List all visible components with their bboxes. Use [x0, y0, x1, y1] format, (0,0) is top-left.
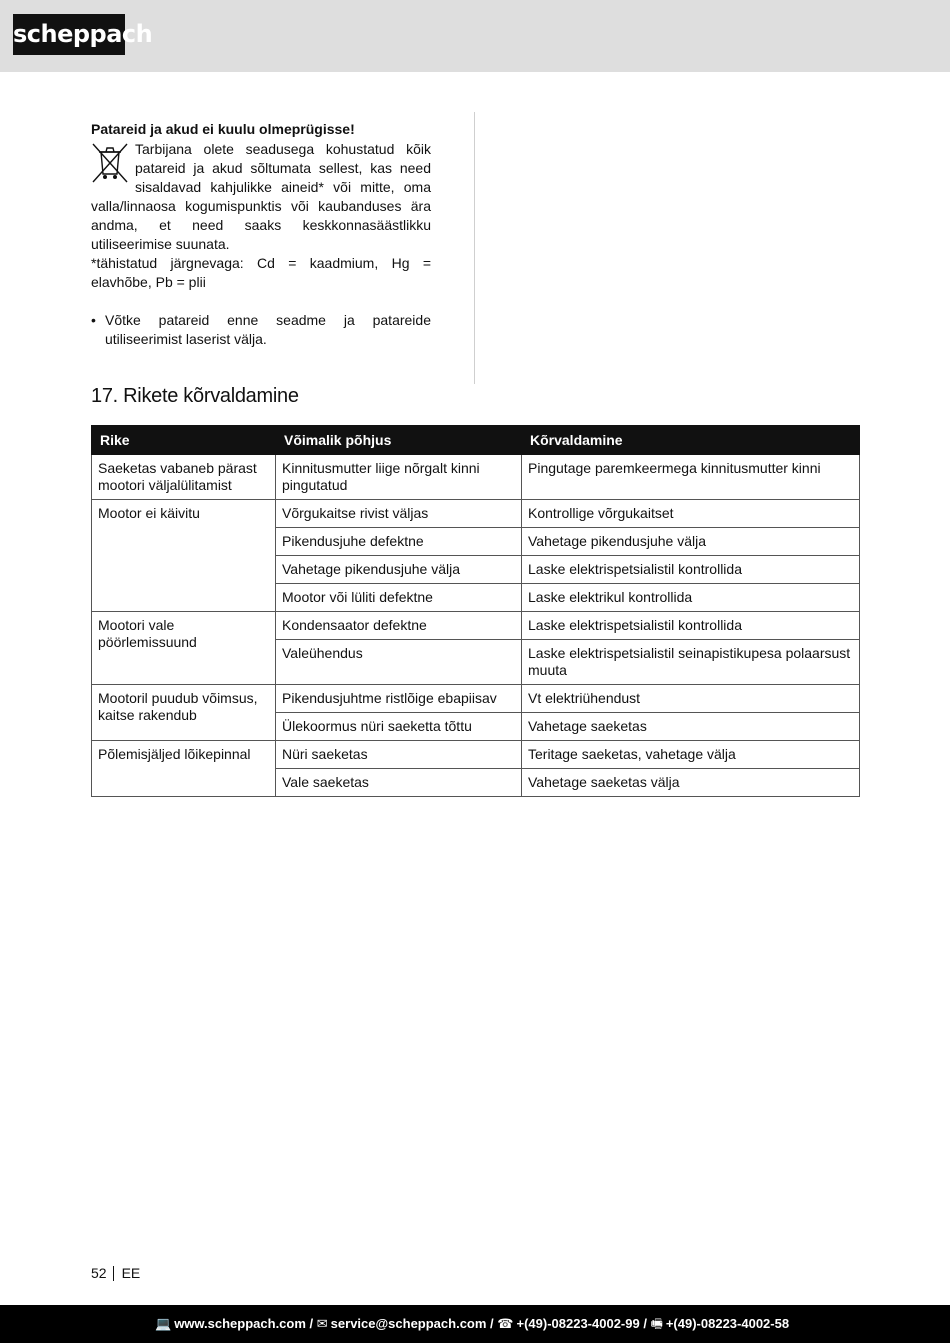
phone-icon: ☎ [497, 1316, 514, 1331]
table-row [92, 612, 860, 640]
cause-cell: Vale saeketas [276, 769, 522, 797]
table-row [92, 685, 860, 713]
cause-cell: Valeühendus [276, 640, 522, 685]
page-number-separator [113, 1266, 114, 1281]
remedy-cell: Laske elektrispetsialistil seinapistikupesa polaarsust muuta [522, 640, 860, 685]
battery-section-title: Patareid ja akud ei kuulu olmeprügisse! [91, 121, 355, 137]
remedy-cell: Laske elektrispetsialistil kontrollida [522, 556, 860, 584]
remedy-cell: Kontrollige võrgukaitset [522, 500, 860, 528]
footer-email[interactable]: service@scheppach.com [330, 1316, 487, 1331]
footer-phone: +(49)-08223-4002-99 [516, 1316, 640, 1331]
cause-cell: Kondensaator defektne [276, 612, 522, 640]
footer-fax: +(49)-08223-4002-58 [665, 1316, 790, 1331]
remedy-cell: Vahetage pikendusjuhe välja [522, 528, 860, 556]
remedy-cell: Vahetage saeketas välja [522, 769, 860, 797]
table-row [92, 741, 860, 769]
footer-contacts [155, 1305, 789, 1343]
cause-cell: Ülekoormus nüri saeketta tõttu [276, 713, 522, 741]
cause-cell: Kinnitusmutter liige nõrgalt kinni pingutatud [276, 455, 522, 500]
remedy-cell: Laske elektrispetsialistil kontrollida [522, 612, 860, 640]
footer-bar [0, 1305, 950, 1343]
troubleshooting-table [91, 425, 860, 797]
fault-cell: Mootor ei käivitu [92, 500, 276, 612]
table-row [92, 455, 860, 500]
footer-separator: / [486, 1316, 498, 1331]
page-language: EE [121, 1265, 141, 1281]
header-cause: Võimalik põhjus [276, 426, 522, 455]
footer-separator: / [305, 1316, 317, 1331]
email-icon: ✉ [316, 1316, 328, 1331]
bullet-dot: • [91, 312, 96, 328]
table-header-row [92, 426, 860, 455]
cause-cell: Mootor või lüliti defektne [276, 584, 522, 612]
fault-cell: Mootori vale pöörlemissuund [92, 612, 276, 685]
remedy-cell: Pingutage paremkeermega kinnitusmutter kinni [522, 455, 860, 500]
cause-cell: Võrgukaitse rivist väljas [276, 500, 522, 528]
cause-cell: Pikendusjuhtme ristlõige ebapiisav [276, 685, 522, 713]
computer-icon: 💻 [155, 1316, 172, 1331]
battery-paragraph: Tarbijana olete seadusega kohustatud kõik patareid ja akud sõltumata sellest, kas need sisaldavad kahjulikke aineid* või mitte, oma valla/linnaosa kogumispunktis või kaubanduses ära andma, et need saaks keskkonnasäästlikku utiliseerimise suunata. [91, 141, 431, 252]
fax-icon: 🖷 [650, 1316, 663, 1331]
battery-bullet [91, 311, 431, 349]
footer-website[interactable]: www.scheppach.com [174, 1316, 306, 1331]
battery-disposal-section [91, 120, 431, 349]
remedy-cell: Teritage saeketas, vahetage välja [522, 741, 860, 769]
table-row [92, 500, 860, 528]
header-remedy: Kõrvaldamine [522, 426, 860, 455]
fault-cell: Põlemisjäljed lõikepinnal [92, 741, 276, 797]
cause-cell: Nüri saeketas [276, 741, 522, 769]
page-number-value: 52 [91, 1265, 107, 1281]
column-divider [474, 112, 475, 384]
crossed-out-bin-icon [91, 142, 129, 184]
remedy-cell: Vt elektriühendust [522, 685, 860, 713]
header-fault: Rike [92, 426, 276, 455]
header-band [0, 0, 950, 72]
remedy-cell: Laske elektrikul kontrollida [522, 584, 860, 612]
brand-logo: scheppach [13, 14, 125, 55]
fault-cell: Mootoril puudub võimsus, kaitse rakendub [92, 685, 276, 741]
battery-footnote: *tähistatud järgnevaga: Cd = kaadmium, Hg = elavhõbe, Pb = plii [91, 255, 431, 290]
cause-cell: Pikendusjuhe defektne [276, 528, 522, 556]
fault-cell: Saeketas vabaneb pärast mootori väljalülitamist [92, 455, 276, 500]
cause-cell: Vahetage pikendusjuhe välja [276, 556, 522, 584]
bullet-text: Võtke patareid enne seadme ja patareide utiliseerimist laserist välja. [105, 312, 431, 347]
section-title: 17. Rikete kõrvaldamine [91, 385, 299, 407]
page-number [91, 1264, 140, 1282]
remedy-cell: Vahetage saeketas [522, 713, 860, 741]
footer-separator: / [639, 1316, 651, 1331]
